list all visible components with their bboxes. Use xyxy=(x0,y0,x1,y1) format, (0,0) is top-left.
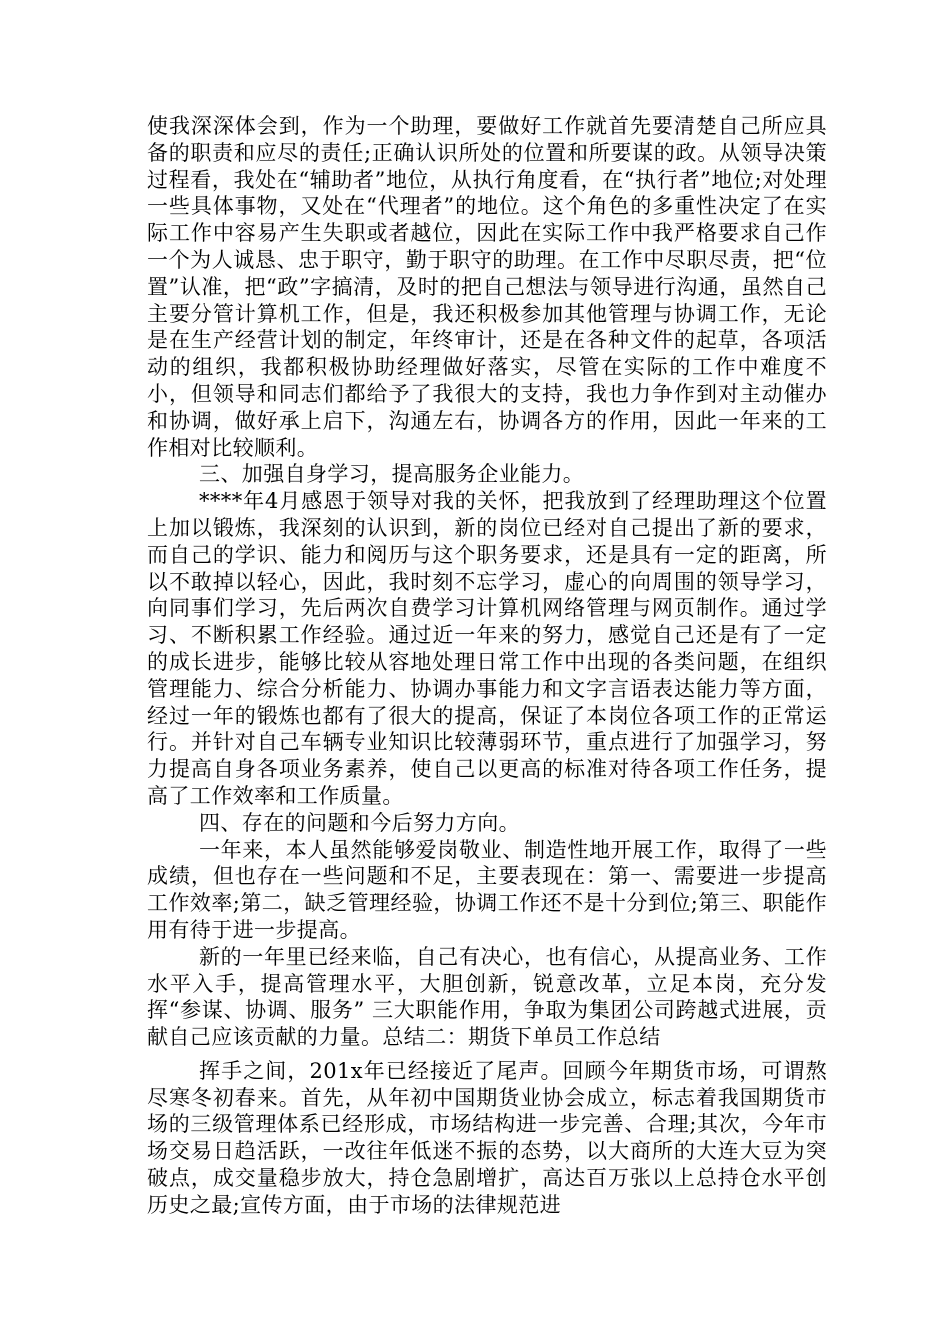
paragraph-summary-two: 挥手之间，201x年已经接近了尾声。回顾今年期货市场，可谓熬尽寒冬初春来。首先，从年初中国期货业协会成立，标志着我国期货市场的三级管理体系已经形成，市场结构进一步完善、合理;其次，今年市场交易日趋活跃，一改往年低迷不振的态势，以大商所的大连大豆为突破点，成交量稳步放大，持仓急剧增扩，高达百万张以上总持仓水平创历史之最;宣传方面，由于市场的法律规范进 xyxy=(147,1058,827,1217)
paragraph-problems: 一年来，本人虽然能够爱岗敬业、制造性地开展工作，取得了一些成绩，但也存在一些问题和不足，主要表现在：第一、需要进一步提高工作效率;第二，缺乏管理经验，协调工作还不是十分到位;第三、职能作用有待于进一步提高。 xyxy=(147,837,827,942)
section-heading-3: 三、加强自身学习，提高服务企业能力。 xyxy=(199,462,585,487)
section-heading-4: 四、存在的问题和今后努力方向。 xyxy=(199,810,520,835)
paragraph-new-year: 新的一年里已经来临，自己有决心，也有信心，从提高业务、工作水平入手，提高管理水平，大胆创新，锐意改革，立足本岗，充分发挥“参谋、协调、服务” 三大职能作用，争取为集团公司跨越式进展，贡献自己应该贡献的力量。总结二：期货下单员工作总结 xyxy=(147,944,827,1050)
document-body xyxy=(147,113,827,1219)
paragraph-continuation: 使我深深体会到，作为一个助理，要做好工作就首先要清楚自己所应具备的职责和应尽的责任;正确认识所处的位置和所要谋的政。从领导决策过程看，我处在“辅助者”地位，从执行角度看，在“执行者”地位;对处理一些具体事物，又处在“代理者”的地位。这个角色的多重性决定了在实际工作中容易产生失职或者越位，因此在实际工作中我严格要求自己作一个为人诚恳、忠于职守，勤于职守的助理。在工作中尽职尽责，把“位置”认准，把“政”字搞清，及时的把自己想法与领导进行沟通，虽然自己主要分管计算机工作，但是，我还积极参加其他管理与协调工作，无论是在生产经营计划的制定，年终审计，还是在各种文件的起草，各项活动的组织，我都积极协助经理做好落实，尽管在实际的工作中难度不小，但领导和同志们都给予了我很大的支持，我也力争作到对主动催办和协调，做好承上启下，沟通左右，协调各方的作用，因此一年来的工作相对比较顺利。 xyxy=(147,114,827,460)
paragraph-section-3: ****年4月感恩于领导对我的关怀，把我放到了经理助理这个位置上加以锻炼，我深刻的认识到，新的岗位已经对自己提出了新的要求，而自己的学识、能力和阅历与这个职务要求，还是具有一定的距离，所以不敢掉以轻心，因此，我时刻不忘学习，虚心的向周围的领导学习，向同事们学习，先后两次自费学习计算机网络管理与网页制作。通过学习、不断积累工作经验。通过近一年来的努力，感觉自己还是有了一定的成长进步，能够比较从容地处理日常工作中出现的各类问题，在组织管理能力、综合分析能力、协调办事能力和文字言语表达能力等方面，经过一年的锻炼也都有了很大的提高，保证了本岗位各项工作的正常运行。并针对自己车辆专业知识比较薄弱环节，重点进行了加强学习，努力提高自身各项业务素养，使自己以更高的标准对待各项工作任务，提高了工作效率和工作质量。 xyxy=(147,489,827,808)
